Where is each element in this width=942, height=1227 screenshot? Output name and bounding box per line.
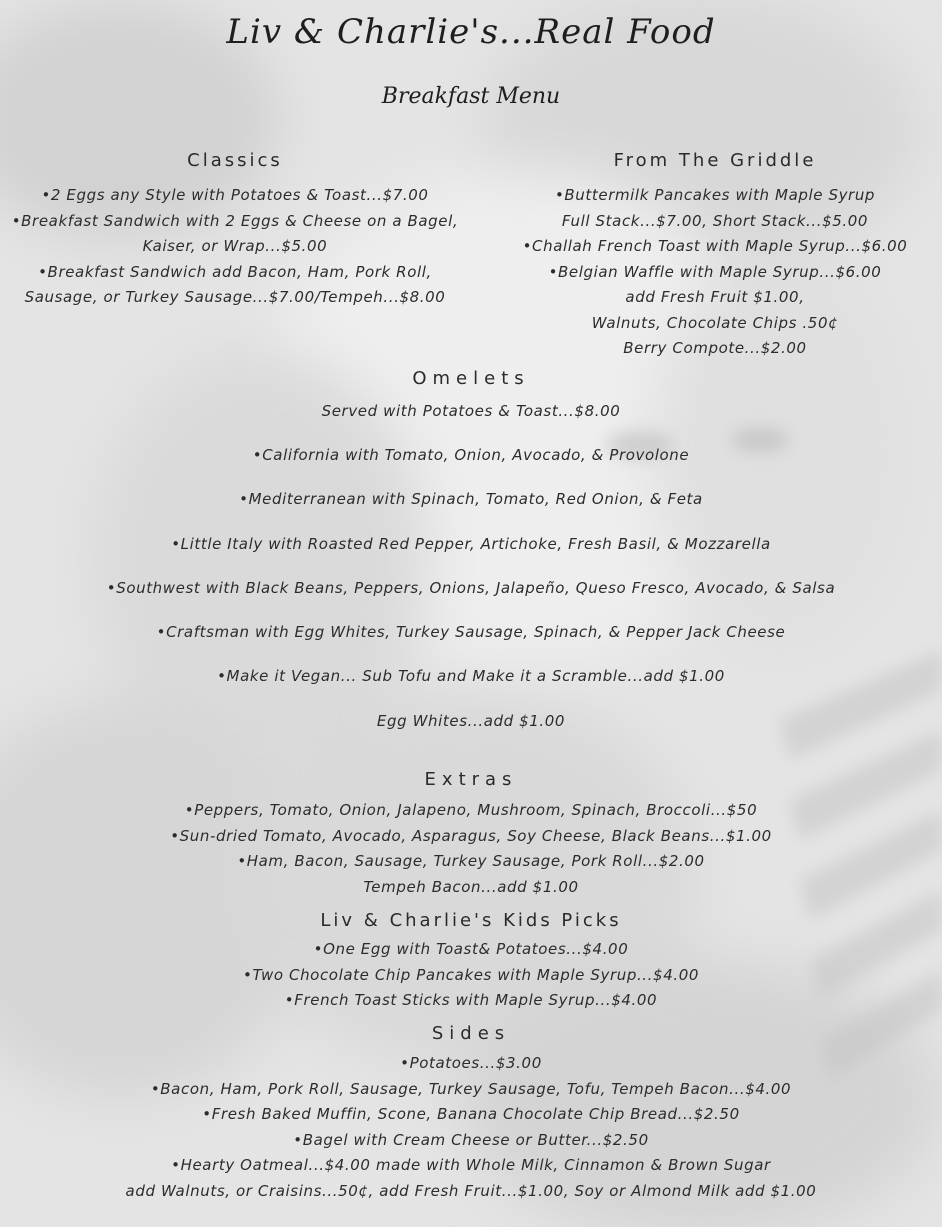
griddle-line: •Belgian Waffle with Maple Syrup...$6.00 [548,262,882,281]
griddle-line: Full Stack...$7.00, Short Stack...$5.00 [561,211,869,230]
griddle-line: Berry Compote...$2.00 [623,339,807,357]
classics-line: Sausage, or Turkey Sausage...$7.00/Tempeh...$8.00 [24,288,446,306]
omelet-item: •Southwest with Black Beans, Peppers, Onions, Jalapeño, Queso Fresco, Avocado, & Salsa [106,578,836,597]
sides-line: add Walnuts, or Craisins...50¢, add Fresh Fruit...$1.00, Soy or Almond Milk add $1.00 [125,1181,817,1200]
classics-line: •Breakfast Sandwich with 2 Eggs & Cheese on a Bagel, [11,211,459,230]
griddle-section [490,149,940,362]
sides-line: •Hearty Oatmeal...$4.00 made with Whole Milk, Cinnamon & Brown Sugar [171,1156,771,1174]
omelets-section [0,367,942,753]
omelets-intro: Served with Potatoes & Toast...$8.00 [321,402,621,420]
sides-line: •Bagel with Cream Cheese or Butter...$2.50 [293,1130,649,1149]
restaurant-title: Liv & Charlie's...Real Food [226,12,716,52]
omelet-item: •Craftsman with Egg Whites, Turkey Sausage, Spinach, & Pepper Jack Cheese [156,623,786,642]
omelet-item: Egg Whites...add $1.00 [376,711,566,730]
griddle-heading: From The Griddle [613,150,817,171]
omelet-item: •Make it Vegan... Sub Tofu and Make it a Scramble...add $1.00 [217,667,725,686]
classics-section [10,149,460,311]
griddle-line: add Fresh Fruit $1.00, [625,288,805,306]
classics-line: •2 Eggs any Style with Potatoes & Toast...$7.00 [41,186,429,204]
extras-line: •Ham, Bacon, Sausage, Turkey Sausage, Pork Roll...$2.00 [237,852,705,870]
sides-heading: Sides [431,1023,511,1044]
classics-line: Kaiser, or Wrap...$5.00 [142,237,328,255]
kids-line: •French Toast Sticks with Maple Syrup...$4.00 [284,991,658,1009]
extras-heading: Extras [424,769,518,790]
kids-picks-heading: Liv & Charlie's Kids Picks [320,910,622,931]
extras-section [0,768,942,900]
griddle-line: •Challah French Toast with Maple Syrup...$6.00 [522,237,908,255]
classics-heading: Classics [187,150,283,171]
omelets-heading: Omelets [412,368,530,389]
sides-section [0,1022,942,1204]
kids-picks-section [0,909,942,1014]
griddle-line: •Buttermilk Pancakes with Maple Syrup [554,186,876,204]
menu-subtitle: Breakfast Menu [381,84,561,109]
kids-line: •One Egg with Toast& Potatoes...$4.00 [313,940,629,958]
kids-line: •Two Chocolate Chip Pancakes with Maple Syrup...$4.00 [243,965,699,984]
extras-line: Tempeh Bacon...add $1.00 [363,877,579,896]
omelet-item: •California with Tomato, Onion, Avocado, & Provolone [252,446,690,464]
griddle-line: Walnuts, Chocolate Chips .50¢ [591,313,839,332]
omelet-item: •Mediterranean with Spinach, Tomato, Red Onion, & Feta [239,490,703,509]
omelet-item: •Little Italy with Roasted Red Pepper, Artichoke, Fresh Basil, & Mozzarella [171,534,771,553]
extras-line: •Peppers, Tomato, Onion, Jalapeno, Mushroom, Spinach, Broccoli...$50 [184,801,758,819]
extras-line: •Sun-dried Tomato, Avocado, Asparagus, Soy Cheese, Black Beans...$1.00 [170,826,772,845]
sides-line: •Bacon, Ham, Pork Roll, Sausage, Turkey Sausage, Tofu, Tempeh Bacon...$4.00 [150,1079,792,1098]
sides-line: •Potatoes...$3.00 [400,1054,542,1072]
sides-line: •Fresh Baked Muffin, Scone, Banana Chocolate Chip Bread...$2.50 [202,1105,740,1123]
classics-line: •Breakfast Sandwich add Bacon, Ham, Pork Roll, [38,262,432,281]
